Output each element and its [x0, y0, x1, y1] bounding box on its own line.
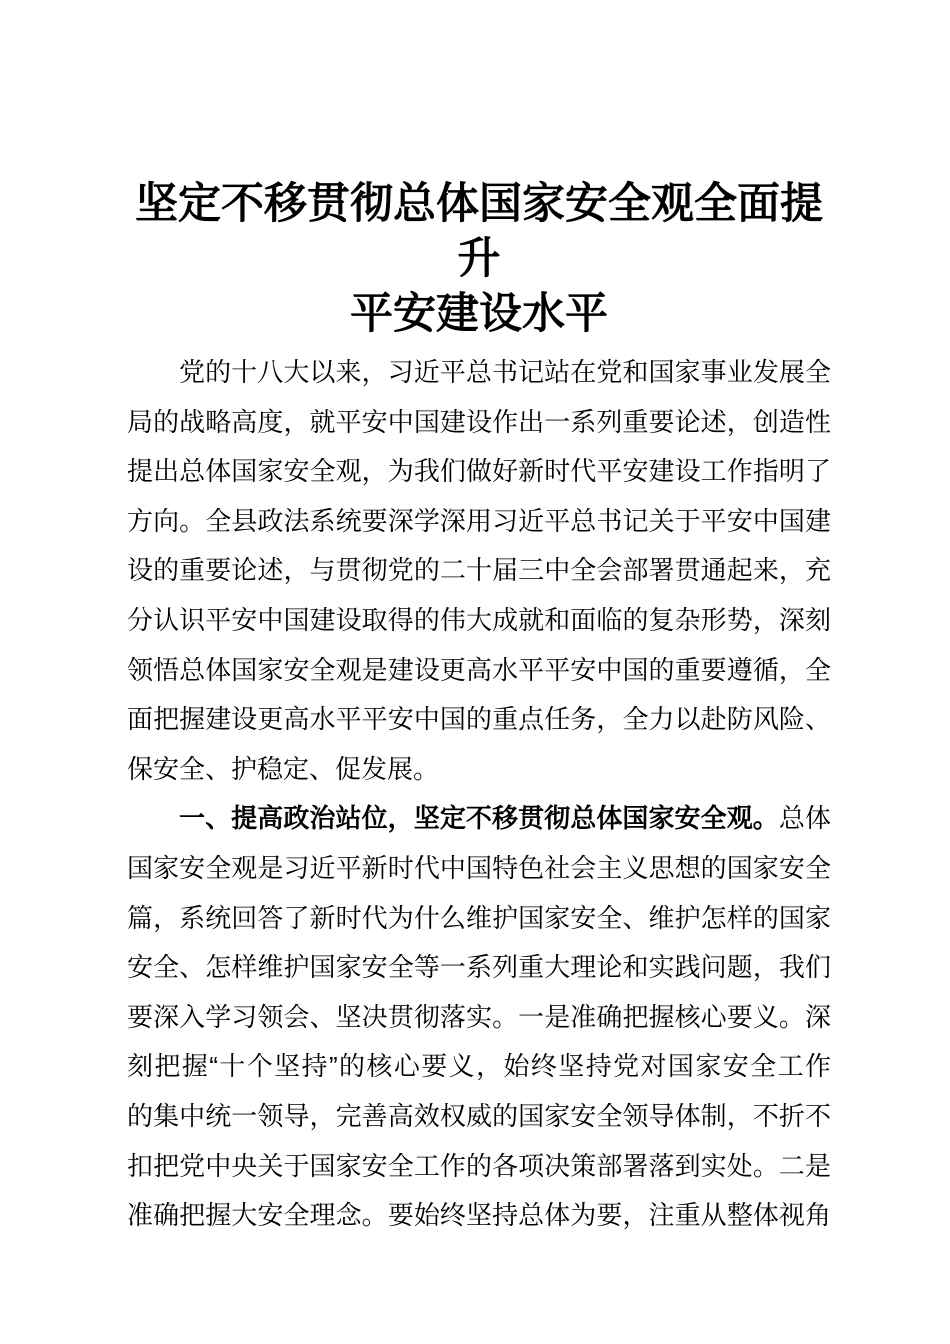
section-heading-rest: 总体: [778, 803, 831, 834]
paragraph-line: 要深入学习领会、坚决贯彻落实。一是准确把握核心要义。深: [127, 1001, 831, 1032]
paragraph-line: 设的重要论述，与贯彻党的二十届三中全会部署贯通起来，充: [127, 555, 831, 586]
paragraph-line: 领悟总体国家安全观是建设更高水平平安中国的重要遵循，全: [127, 654, 831, 685]
paragraph-2: [127, 794, 831, 1240]
paragraph-line: [127, 794, 831, 844]
paragraph-line: 刻把握“十个坚持”的核心要义，始终坚持党对国家安全工作: [127, 1051, 831, 1082]
paragraph-line: 局的战略高度，就平安中国建设作出一系列重要论述，创造性: [127, 406, 831, 437]
paragraph-line: 党的十八大以来，习近平总书记站在党和国家事业发展全: [179, 357, 831, 387]
paragraph-line: 准确把握大安全理念。要始终坚持总体为要，注重从整体视角: [127, 1200, 831, 1231]
paragraph-line: 国家安全观是习近平新时代中国特色社会主义思想的国家安全: [127, 852, 831, 883]
document-title-line-1: 坚定不移贯彻总体国家安全观全面提升: [135, 181, 823, 283]
document-title: [127, 177, 831, 342]
paragraph-line: 篇，系统回答了新时代为什么维护国家安全、维护怎样的国家: [127, 902, 831, 933]
paragraph-line: 面把握建设更高水平平安中国的重点任务，全力以赴防风险、: [127, 704, 831, 735]
paragraph-1: [127, 348, 831, 794]
paragraph-line: 方向。全县政法系统要深学深用习近平总书记关于平安中国建: [127, 505, 831, 536]
document-title-line-2: 平安建设水平: [350, 291, 608, 338]
paragraph-line: 安全、怎样维护国家安全等一系列重大理论和实践问题，我们: [127, 952, 831, 983]
paragraph-line: 扣把党中央关于国家安全工作的各项决策部署落到实处。二是: [127, 1150, 831, 1181]
section-heading-bold: 一、提高政治站位，坚定不移贯彻总体国家安全观。: [179, 803, 779, 834]
paragraph-line: 保安全、护稳定、促发展。: [127, 753, 440, 784]
document-body: [127, 348, 831, 1241]
paragraph-line: 提出总体国家安全观，为我们做好新时代平安建设工作指明了: [127, 456, 831, 487]
paragraph-line: 分认识平安中国建设取得的伟大成就和面临的复杂形势，深刻: [127, 604, 831, 635]
paragraph-line: 的集中统一领导，完善高效权威的国家安全领导体制，不折不: [127, 1100, 831, 1131]
document-content: [127, 177, 831, 1241]
